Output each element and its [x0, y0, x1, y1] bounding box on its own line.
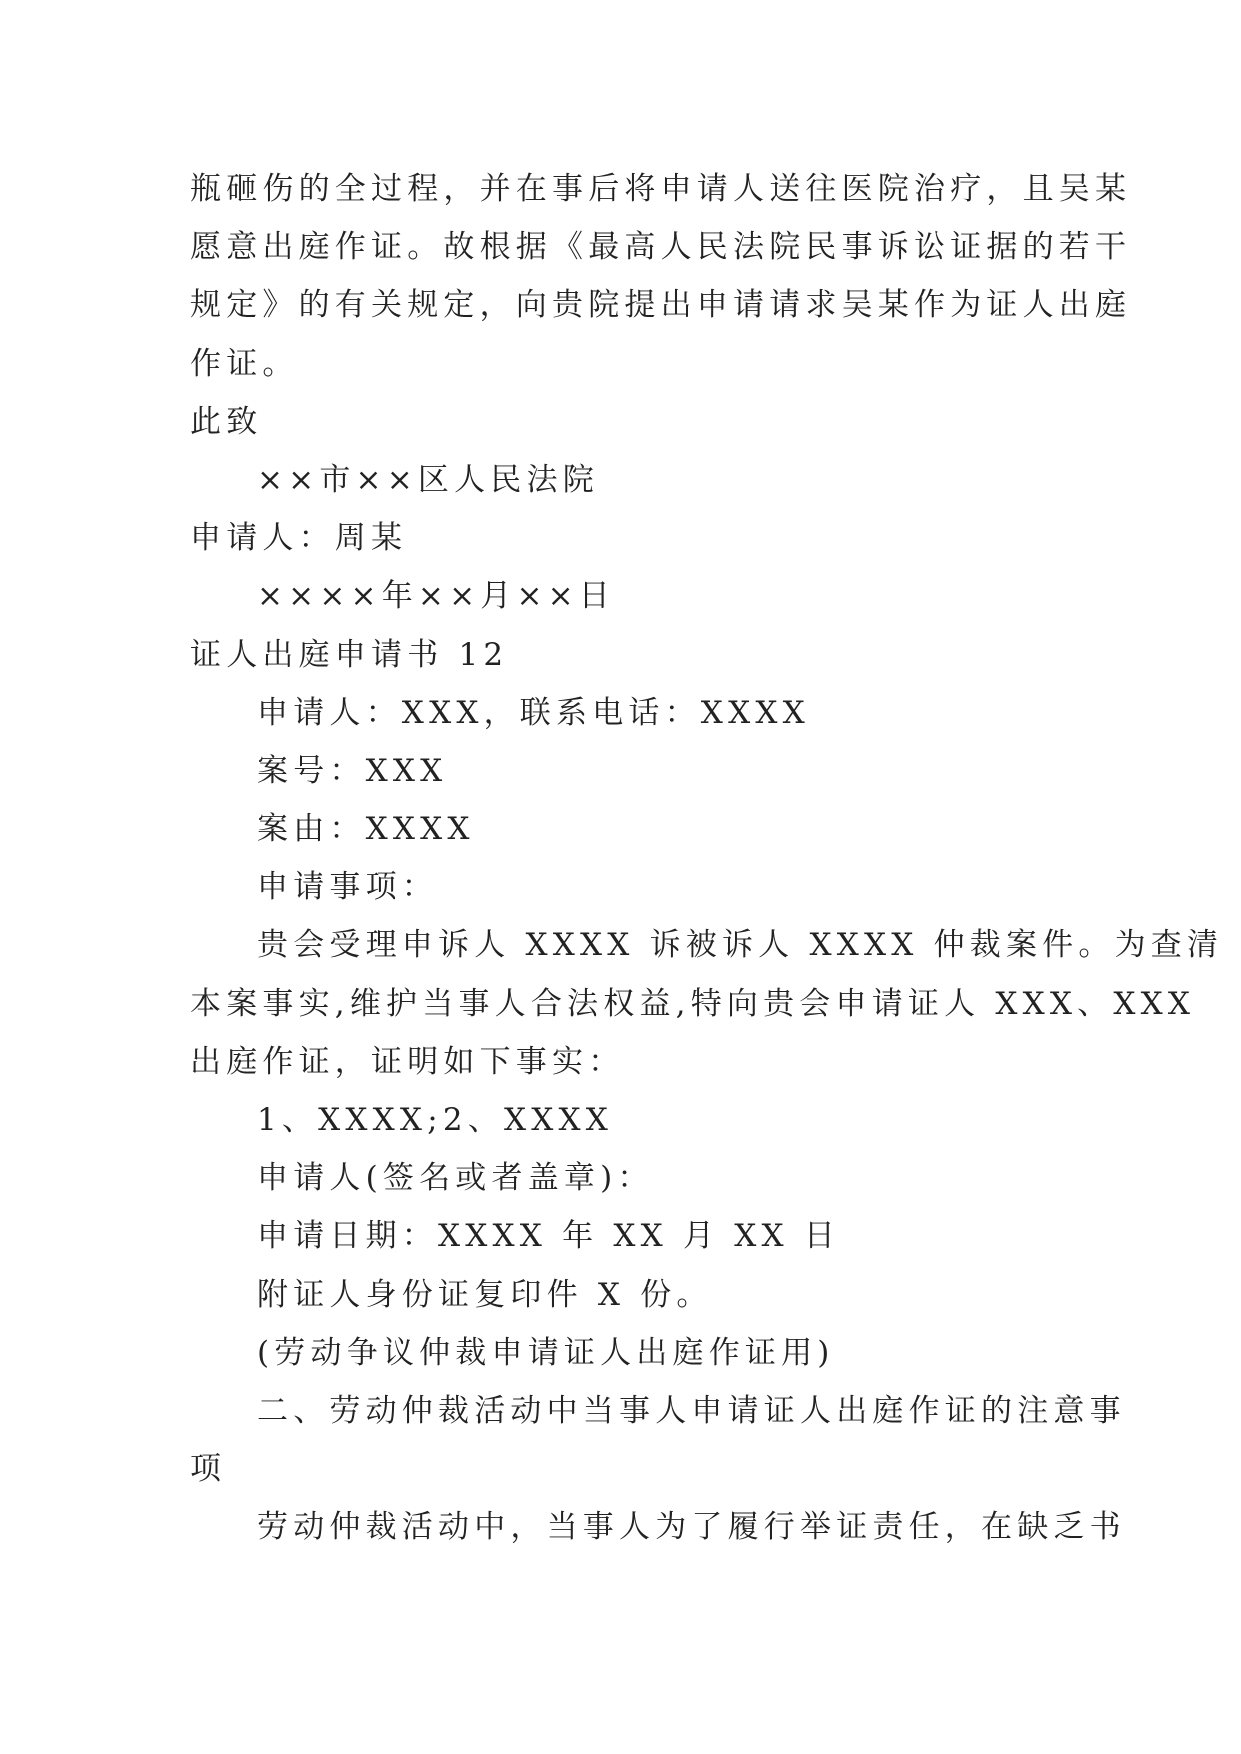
text-line: 愿意出庭作证。故根据《最高人民法院民事诉讼证据的若干 — [190, 229, 1132, 266]
facts-list: 1、XXXX;2、XXXX — [257, 1102, 614, 1138]
case-number: 案号：XXX — [257, 752, 448, 789]
text-line: 规定》的有关规定，向贵院提出申请请求吴某作为证人出庭 — [190, 287, 1132, 324]
section-heading: 二、劳动仲裁活动中当事人申请证人出庭作证的注意事 — [257, 1392, 1126, 1429]
text-line: 本案事实,维护当事人合法权益,特向贵会申请证人 XXX、XXX — [190, 985, 1196, 1022]
date-line: ××××年××月××日 — [257, 578, 615, 615]
attachment-note: 附证人身份证复印件 X 份。 — [257, 1276, 713, 1313]
application-date: 申请日期：XXXX 年 XX 月 XX 日 — [257, 1218, 841, 1255]
text-line: 贵会受理申诉人 XXXX 诉被诉人 XXXX 仲裁案件。为查清 — [257, 927, 1224, 964]
text-line: 劳动仲裁活动中，当事人为了履行举证责任，在缺乏书 — [257, 1509, 1126, 1546]
applicant-contact: 申请人：XXX，联系电话：XXXX — [257, 694, 810, 731]
signature-line: 申请人(签名或者盖章)： — [257, 1160, 654, 1197]
text-line: 作证。 — [190, 345, 299, 382]
usage-note: (劳动争议仲裁申请证人出庭作证用) — [257, 1334, 835, 1371]
application-items-label: 申请事项： — [257, 869, 438, 906]
text-line: 瓶砸伤的全过程，并在事后将申请人送往医院治疗，且吴某 — [190, 171, 1132, 207]
section-heading-continued: 项 — [190, 1451, 227, 1488]
case-cause: 案由：XXXX — [257, 811, 475, 848]
section-title: 证人出庭申请书 12 — [190, 636, 509, 673]
recipient-court: ××市××区人民法院 — [257, 461, 599, 498]
text-line: 出庭作证，证明如下事实： — [190, 1043, 625, 1080]
salutation: 此致 — [190, 403, 263, 440]
document-page — [190, 160, 1224, 1557]
applicant-signature: 申请人：周某 — [190, 520, 408, 557]
